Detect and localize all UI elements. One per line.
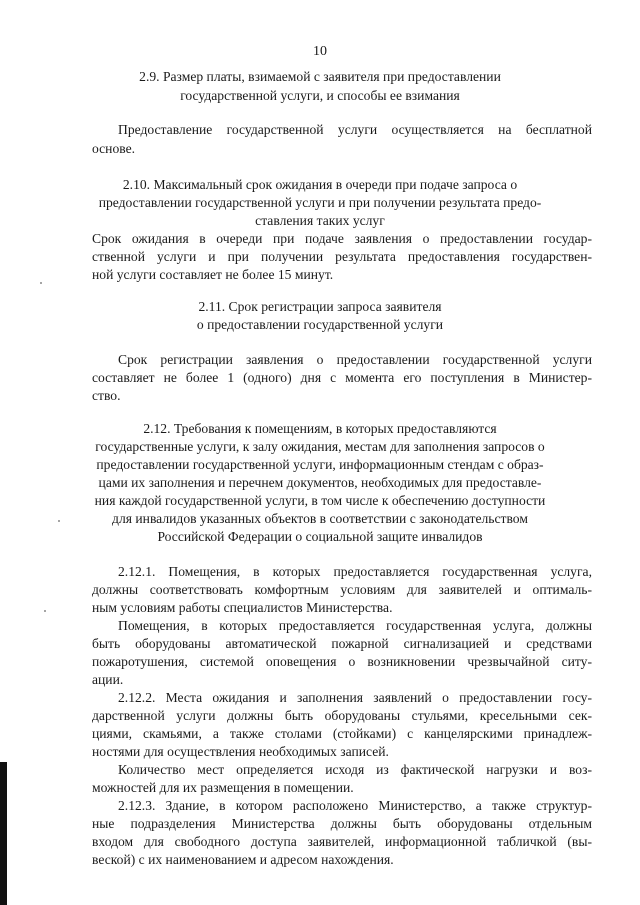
section-2-12-heading-line-3: предоставлении государственной услуги, информационным стендам с образ- bbox=[96, 457, 544, 472]
section-2-9-heading-line-1: 2.9. Размер платы, взимаемой с заявителя при предоставлении bbox=[139, 69, 501, 84]
clause-2-12-1-line-2: должны соответствовать комфортным условиям для заявителей и оптималь- bbox=[92, 582, 592, 597]
clause-2-12-1-line-1: 2.12.1. Помещения, в которых предоставляется государственная услуга, bbox=[118, 564, 592, 579]
section-2-11-paragraph-line-2: составляет не более 1 (одного) дня с момента его поступления в Министер- bbox=[92, 370, 592, 385]
section-2-10-paragraph-line-3: ной услуги составляет не более 15 минут. bbox=[92, 267, 334, 282]
clause-2-12-1-line-3: ным условиям работы специалистов Министерства. bbox=[92, 600, 393, 615]
scan-speck bbox=[40, 282, 42, 284]
section-2-10-paragraph-line-1: Срок ожидания в очереди при подаче заявления о предоставлении государ- bbox=[92, 231, 592, 246]
section-2-12-heading-line-4: цами их заполнения и перечнем документов, необходимых для предоставле- bbox=[98, 475, 542, 490]
clause-2-12-1-para-2-line-3: пожаротушения, системой оповещения о возникновении чрезвычайной ситу- bbox=[92, 654, 592, 669]
clause-2-12-2-line-2: дарственной услуги должны быть оборудованы стульями, кресельными сек- bbox=[92, 708, 592, 723]
clause-2-12-2-para-2-line-2: можностей для их размещения в помещении. bbox=[92, 780, 354, 795]
section-2-11-paragraph-line-3: ство. bbox=[92, 388, 121, 403]
clause-2-12-1-para-2-line-4: ации. bbox=[92, 672, 124, 687]
section-2-10-heading-line-2: предоставлении государственной услуги и при получении результата предо- bbox=[98, 195, 542, 210]
section-2-10-heading-line-1: 2.10. Максимальный срок ожидания в очереди при подаче запроса о bbox=[122, 177, 518, 192]
section-2-9-heading-line-2: государственной услуги, и способы ее взимания bbox=[180, 88, 460, 103]
clause-2-12-2-line-3: циями, скамьями, а также столами (стойками) с канцелярскими принадлеж- bbox=[92, 726, 592, 741]
section-2-12-heading-line-5: ния каждой государственной услуги, в том числе к обеспечению доступности bbox=[94, 493, 546, 508]
section-2-12-heading-line-2: государственные услуги, к залу ожидания, местам для заполнения запросов о bbox=[95, 439, 545, 454]
section-2-9-paragraph-line-2: основе. bbox=[92, 141, 136, 156]
section-2-10-heading-line-3: ставления таких услуг bbox=[255, 213, 385, 228]
clause-2-12-2-para-2-line-1: Количество мест определяется исходя из фактической нагрузки и воз- bbox=[118, 762, 592, 777]
clause-2-12-2-line-1: 2.12.2. Места ожидания и заполнения заявлений о предоставлении госу- bbox=[118, 690, 592, 705]
clause-2-12-1-para-2-line-2: быть оборудованы автоматической пожарной сигнализацией и средствами bbox=[92, 636, 592, 651]
clause-2-12-2-line-4: ностями для осуществления необходимых записей. bbox=[92, 744, 389, 759]
scan-speck bbox=[58, 520, 60, 522]
section-2-11-heading-line-1: 2.11. Срок регистрации запроса заявителя bbox=[198, 299, 442, 314]
clause-2-12-3-line-4: веской) с их наименованием и адресом нахождения. bbox=[92, 852, 394, 867]
clause-2-12-1-para-2-line-1: Помещения, в которых предоставляется государственная услуга, должны bbox=[118, 618, 592, 633]
scan-edge-shadow bbox=[0, 762, 7, 905]
section-2-10-paragraph-line-2: ственной услуги и при получении результата предоставления государствен- bbox=[92, 249, 592, 264]
section-2-11-paragraph-line-1: Срок регистрации заявления о предоставлении государственной услуги bbox=[118, 352, 592, 367]
section-2-12-heading-line-7: Российской Федерации о социальной защите инвалидов bbox=[157, 529, 483, 544]
clause-2-12-3-line-1: 2.12.3. Здание, в котором расположено Министерство, а также структур- bbox=[118, 798, 592, 813]
clause-2-12-3-line-3: входом для свободного доступа заявителей, информационной табличкой (вы- bbox=[92, 834, 592, 849]
section-2-12-heading-line-6: для инвалидов указанных объектов в соответствии с законодательством bbox=[112, 511, 528, 526]
section-2-12-heading-line-1: 2.12. Требования к помещениям, в которых предоставляются bbox=[143, 421, 497, 436]
section-2-11-heading-line-2: о предоставлении государственной услуги bbox=[196, 317, 444, 332]
section-2-9-paragraph-line-1: Предоставление государственной услуги осуществляется на бесплатной bbox=[118, 122, 592, 137]
page-number: 10 bbox=[313, 44, 327, 59]
scan-speck bbox=[44, 610, 46, 612]
clause-2-12-3-line-2: ные подразделения Министерства должны быть оборудованы отдельным bbox=[92, 816, 592, 831]
